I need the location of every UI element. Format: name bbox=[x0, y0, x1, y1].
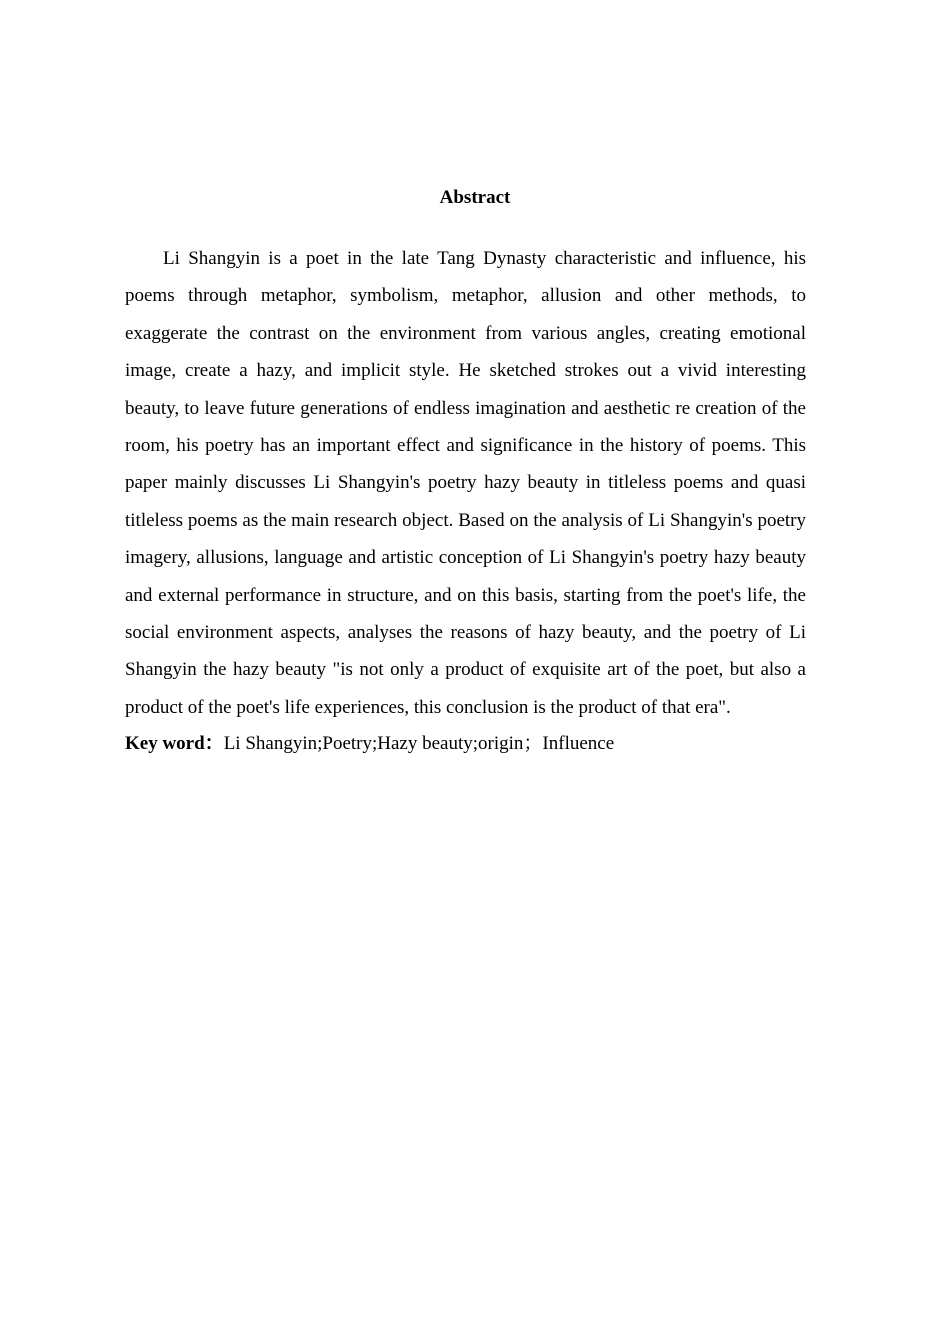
abstract-paragraph: Li Shangyin is a poet in the late Tang Dynasty characteristic and influence, his poems through metaphor, symbolism, metaphor, allusion and other methods, to exaggerate the contrast on the environment from various angles, creating emotional image, create a hazy, and implicit style. He sketched strokes out a vivid interesting beauty, to leave future generations of endless imagination and aesthetic re creation of the room, his poetry has an important effect and significance in the history of poems. This paper mainly discusses Li Shangyin's poetry hazy beauty in titleless poems and quasi titleless poems as the main research object. Based on the analysis of Li Shangyin's poetry imagery, allusions, language and artistic conception of Li Shangyin's poetry hazy beauty and external performance in structure, and on this basis, starting from the poet's life, the social environment aspects, analyses the reasons of hazy beauty, and the poetry of Li Shangyin the hazy beauty "is not only a product of exquisite art of the poet, but also a product of the poet's life experiences, this conclusion is the product of that era". bbox=[125, 248, 806, 718]
keywords-text: Li Shangyin;Poetry;Hazy beauty;origin；Influence bbox=[223, 733, 615, 754]
keywords-line bbox=[125, 725, 806, 762]
keywords-label: Key word： bbox=[125, 733, 224, 754]
abstract-title: Abstract bbox=[439, 187, 511, 208]
